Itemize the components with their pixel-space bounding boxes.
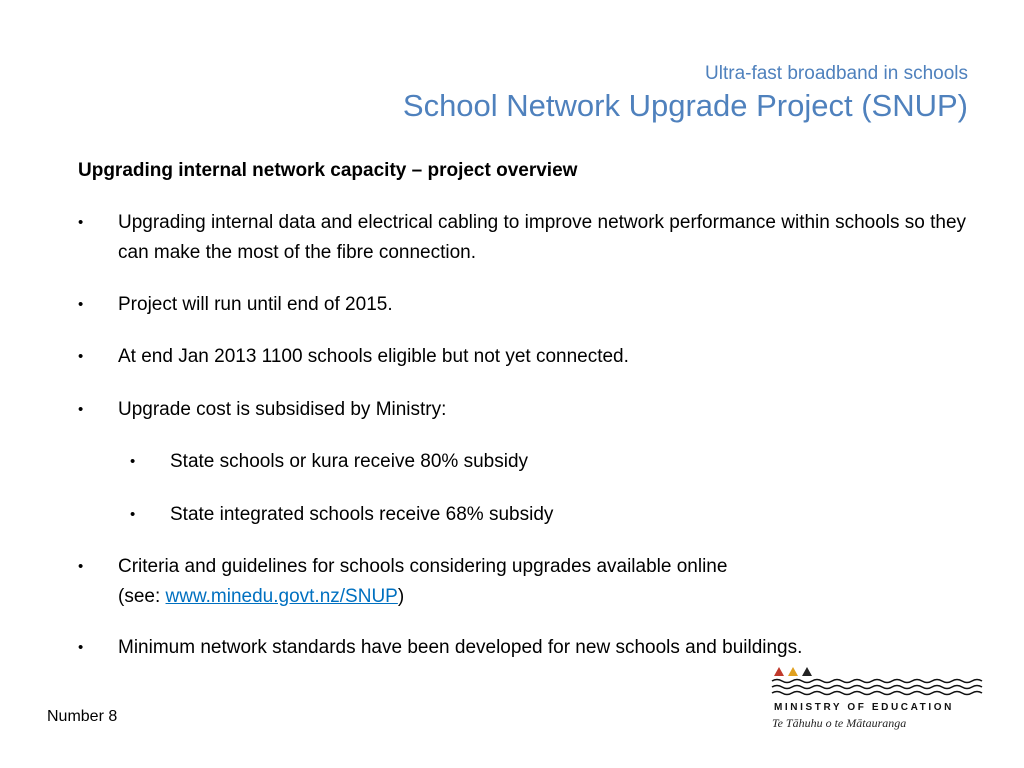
logo-ministry-name: MINISTRY OF EDUCATION (774, 702, 954, 713)
list-item (78, 395, 978, 425)
bullet-icon: • (78, 639, 84, 656)
list-item (78, 552, 978, 612)
list-item (78, 290, 978, 320)
bullet-icon: • (78, 296, 84, 313)
bullet-text: State schools or kura receive 80% subsidy (170, 451, 529, 472)
bullet-icon: • (130, 453, 136, 470)
bullet-icon: • (78, 348, 84, 365)
slide-title: School Network Upgrade Project (SNUP) (402, 88, 968, 123)
section-heading-block (78, 156, 978, 186)
ministry-logo (766, 664, 988, 738)
logo-mark-icon (766, 664, 988, 704)
section-heading: Upgrading internal network capacity – project overview (78, 160, 578, 181)
bullet-text-suffix: ) (397, 586, 405, 607)
list-subitem (130, 500, 930, 530)
list-item (78, 342, 978, 372)
bullet-text: State integrated schools receive 68% subsidy (170, 504, 554, 525)
list-subitem (130, 447, 930, 477)
bullet-text: Upgrade cost is subsidised by Ministry: (118, 399, 447, 420)
list-item (78, 208, 978, 268)
bullet-text-prefix: (see: (118, 586, 166, 607)
bullet-icon: • (130, 506, 136, 523)
footer-label: Number 8 (47, 708, 118, 725)
bullet-icon: • (78, 401, 84, 418)
bullet-icon: • (78, 214, 84, 231)
slide-title-block (68, 62, 968, 124)
logo-maori-name: Te Tāhuhu o te Mātauranga (772, 716, 907, 730)
bullet-text: Criteria and guidelines for schools considering upgrades available online (118, 556, 728, 577)
snup-link[interactable]: www.minedu.govt.nz/SNUP (165, 586, 398, 607)
list-item (78, 633, 978, 663)
slide-subtitle: Ultra-fast broadband in schools (705, 63, 968, 84)
bullet-text: Minimum network standards have been developed for new schools and buildings. (118, 637, 803, 658)
bullet-text: At end Jan 2013 1100 schools eligible but not yet connected. (118, 346, 629, 367)
bullet-text: Upgrading internal data and electrical cabling to improve network performance within schools so they can make the most of the fibre connection. (118, 212, 967, 263)
bullet-icon: • (78, 558, 84, 575)
bullet-text: Project will run until end of 2015. (118, 294, 393, 315)
